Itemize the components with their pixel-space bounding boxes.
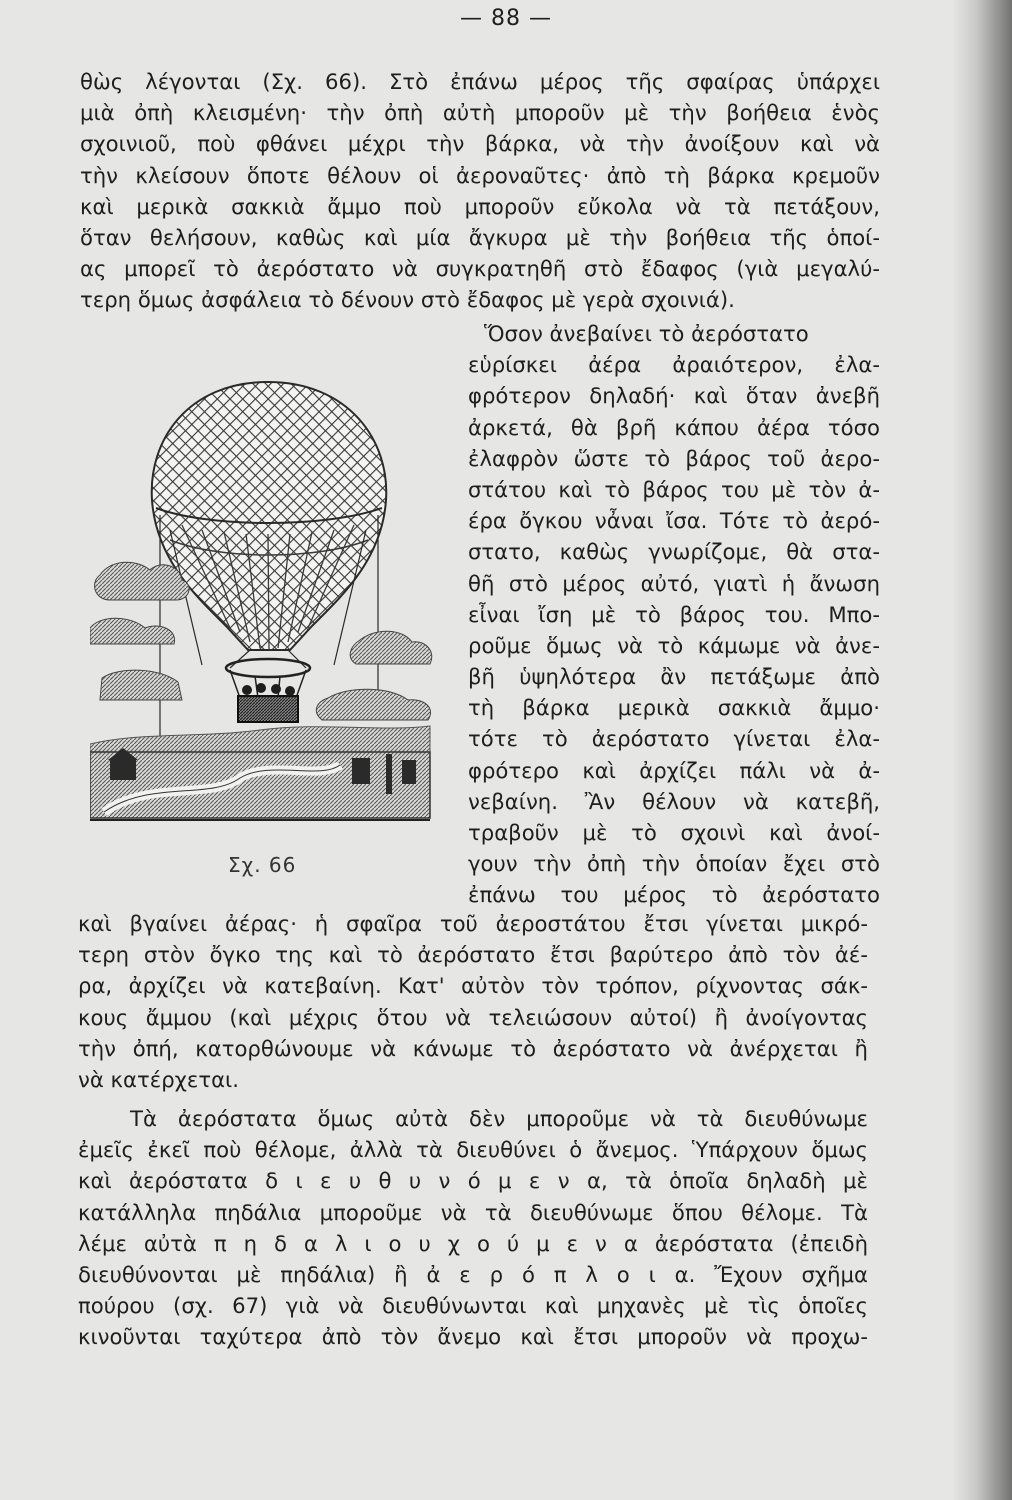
text-line: πούρου (σχ. 67) γιὰ νὰ διευθύνωνται καὶ μηχανὲς μὲ τὶς ὁποῖες (78, 1293, 868, 1319)
paragraph-descent-continuation (78, 908, 868, 1095)
paragraph-ascent-side-column (468, 318, 880, 911)
text-line: διευθύνονται μὲ πηδάλια) ἢ ἀ ε ρ ό π λ ο ι α. Ἔχουν σχῆμα (78, 1261, 868, 1287)
text-line: φρότερον δηλαδή· καὶ ὅταν ἀνεβῆ (468, 383, 880, 409)
text-line: νεβαίνη. Ἂν θέλουν νὰ κατεβῆ, (468, 788, 880, 814)
text-line: ὅταν θελήσουν, καθὼς καὶ μία ἄγκυρα μὲ τὴν βοήθεια τῆς ὁποί- (80, 224, 880, 250)
text-line: κινοῦνται ταχύτερα ἀπὸ τὸν ἄνεμο καὶ ἔτσι μποροῦν νὰ προχω- (78, 1324, 868, 1350)
text-line: ρα, ἀρχίζει νὰ κατεβαίνη. Κατ' αὐτὸν τὸν τρόπον, ρίχνοντας σάκ- (78, 973, 868, 999)
text-line: Ὅσον ἀνεβαίνει τὸ ἀερόστατο (484, 321, 809, 346)
page-binding-shadow (952, 0, 1012, 1500)
text-line: λέμε αὐτὰ π η δ α λ ι ο υ χ ο ύ μ ε ν α ἀερόστατα (ἐπειδὴ (78, 1230, 868, 1256)
text-line: θῆ στὸ μέρος αὐτό, γιατὶ ἡ ἄνωση (468, 570, 880, 596)
text-line: ἐμεῖς ἐκεῖ ποὺ θέλομε, ἀλλὰ τὰ διευθύνει ὁ ἄνεμος. Ὑπάρχουν ὅμως (78, 1137, 868, 1163)
text-line: σχοινιοῦ, ποὺ φθάνει μέχρι τὴν βάρκα, νὰ τὴν ἀνοίξουν καὶ νὰ (80, 131, 880, 157)
paragraph-dirigibles (78, 1103, 868, 1353)
text-line: καὶ ἀερόστατα δ ι ε υ θ υ ν ό μ ε ν α, τὰ ὁποῖα δηλαδὴ μὲ (78, 1168, 868, 1194)
text-line: φρότερο καὶ ἀρχίζει πάλι νὰ ἀ- (468, 757, 880, 783)
text-line: τὴν ὀπή, κατορθώνουμε νὰ κάνωμε τὸ ἀερόστατο νὰ ἀνέρχεται ἢ (78, 1035, 868, 1061)
text-line: Τὰ ἀερόστατα ὅμως αὐτὰ δὲν μποροῦμε νὰ τὰ διευθύνωμε (130, 1106, 868, 1131)
text-line: τότε τὸ ἀερόστατο γίνεται ἐλα- (468, 726, 880, 752)
text-line: μιὰ ὀπὴ κλεισμένη· τὴν ὀπὴ αὐτὴ μποροῦν μὲ τὴν βοήθεια ἑνὸς (80, 100, 880, 126)
text-line: ἀρκετά, θὰ βρῆ κάπου ἀέρα τόσο (468, 414, 880, 440)
paragraph-balloon-description (80, 66, 880, 316)
text-line: εἶναι ἴση μὲ τὸ βάρος του. Μπο- (468, 601, 880, 627)
text-line: κους ἄμμου (καὶ μέχρις ὅτου νὰ τελειώσουν αὐτοί) ἢ ἀνοίγοντας (78, 1004, 868, 1030)
text-line: νὰ κατέρχεται. (78, 1066, 239, 1092)
text-line: στάτου καὶ τὸ βάρος του μὲ τὸν ἀ- (468, 476, 880, 502)
text-line: ἐλαφρὸν ὥστε τὸ βάρος τοῦ ἀερο- (468, 445, 880, 471)
text-line: ας μπορεῖ τὸ ἀερόστατο νὰ συγκρατηθῆ στὸ ἔδαφος (γιὰ μεγαλύ- (80, 256, 880, 282)
text-line: βῆ ὑψηλότερα ἂν πετάξωμε ἀπὸ (468, 664, 880, 690)
page-number: — 88 — (460, 6, 552, 31)
hot-air-balloon-icon (90, 360, 450, 830)
text-line: ἐπάνω του μέρος τὸ ἀερόστατο (468, 882, 880, 908)
text-line: θὼς λέγονται (Σχ. 66). Στὸ ἐπάνω μέρος τῆς σφαίρας ὑπάρχει (80, 69, 880, 94)
balloon-illustration (90, 360, 450, 830)
text-line: τερη ὅμως ἀσφάλεια τὸ δένουν στὸ ἔδαφος μὲ γερὰ σχοινιά). (80, 287, 735, 313)
text-line: τερη στὸν ὄγκο της καὶ τὸ ἀερόστατο ἔτσι βαρύτερο ἀπὸ τὸν ἀέ- (78, 942, 868, 968)
text-line: κατάλληλα πηδάλια μποροῦμε νὰ τὰ διευθύνωμε ὅπου θέλομε. Τὰ (78, 1199, 868, 1225)
text-line: εὑρίσκει ἀέρα ἀραιότερον, ἐλα- (468, 352, 880, 378)
text-line: στατο, καθὼς γνωρίζομε, θὰ στα- (468, 539, 880, 565)
text-line: καὶ βγαίνει ἀέρας· ἡ σφαῖρα τοῦ ἀεροστάτου ἔτσι γίνεται μικρό- (78, 911, 868, 936)
text-line: τραβοῦν μὲ τὸ σχοινὶ καὶ ἀνοί- (468, 820, 880, 845)
text-line: γουν τὴν ὀπὴ τὴν ὁποίαν ἔχει στὸ (468, 851, 880, 877)
text-line: έρα ὄγκου νἆναι ἴσα. Τότε τὸ ἀερό- (468, 508, 880, 534)
text-line: καὶ μερικὰ σακκιὰ ἄμμο ποὺ μποροῦν εὔκολα νὰ τὰ πετάξουν, (80, 193, 880, 219)
text-line: τὴ βάρκα μερικὰ σακκιὰ ἄμμο· (468, 695, 880, 721)
text-line: τὴν κλείσουν ὅποτε θέλουν οἱ ἀεροναῦτες· ἀπὸ τὴ βάρκα κρεμοῦν (80, 162, 880, 188)
figure-caption: Σχ. 66 (228, 853, 297, 877)
text-line: ροῦμε ὅμως νὰ τὸ κάμωμε νὰ ἀνε- (468, 632, 880, 658)
